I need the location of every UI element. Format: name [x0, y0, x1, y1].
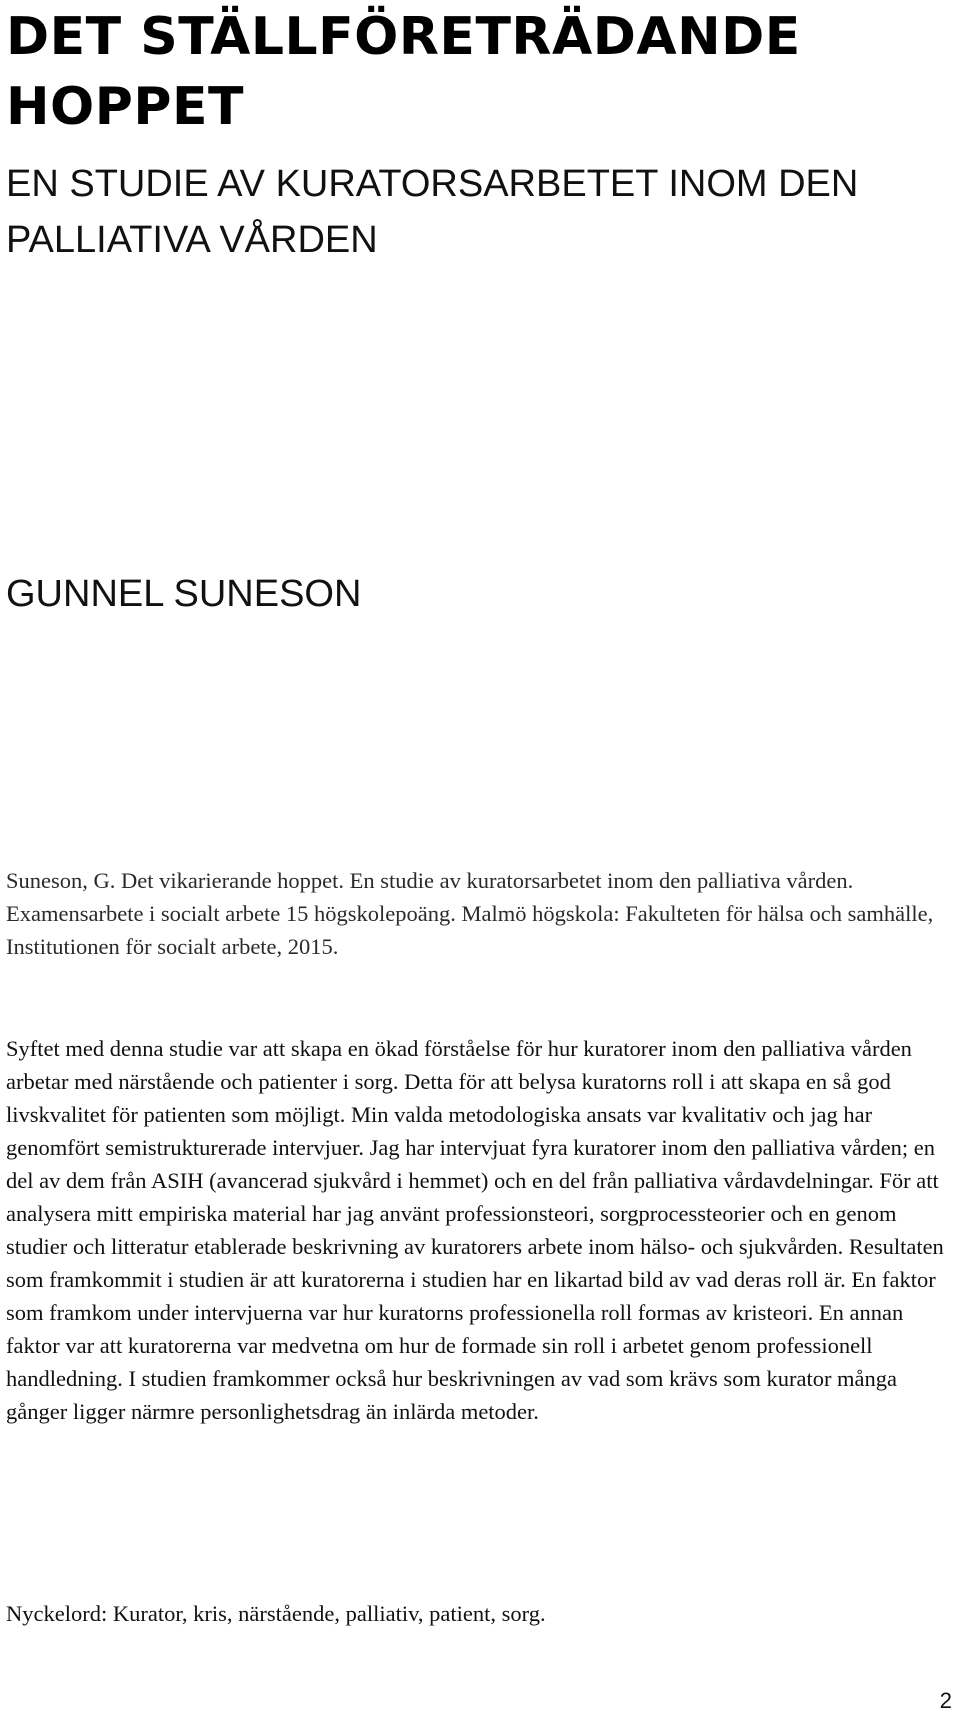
page-number: 2 [939, 1688, 952, 1713]
keywords-line: Nyckelord: Kurator, kris, närstående, palliativ, patient, sorg. [6, 1601, 546, 1626]
citation-reference: Suneson, G. Det vikarierande hoppet. En studie av kuratorsarbetet inom den palliativa vården. Examensarbete i socialt arbete 15 högskolepoäng. Malmö högskola: Fakulteten för hälsa och samhälle, Institutionen för socialt arbete, 2015. [6, 868, 934, 959]
abstract-paragraph: Syftet med denna studie var att skapa en ökad förståelse för hur kuratorer inom den palliativa vården arbetar med närstående och patienter i sorg. Detta för att belysa kuratorns roll i att skapa en så god livskvalitet för patienten som möjligt. Min valda metodologiska ansats var kvalitativ och jag har genomfört semistrukturerade intervjuer. Jag har intervjuat fyra kuratorer inom den palliativa vården; en del av dem från ASIH (avancerad sjukvård i hemmet) och en del från palliativa vårdavdelningar. För att analysera mitt empiriska material har jag använt professionsteori, sorgprocessteorier och en genom studier och litteratur etablerade beskrivning av kuratorers arbete inom hälso- och sjukvården. Resultaten som framkommit i studien är att kuratorerna i studien har en likartad bild av vad deras roll är. En faktor som framkom under intervjuerna var hur kuratorns professionella roll formas av kristeori. En annan faktor var att kuratorerna var medvetna om hur de formade sin roll i arbetet genom professionell handledning. I studien framkommer också hur beskrivningen av vad som krävs som kurator många gånger ligger närmre personlighetsdrag än inlärda metoder. [6, 1036, 944, 1424]
document-subtitle: EN STUDIE AV KURATORSARBETET INOM DEN PALLIATIVA VÅRDEN [6, 163, 859, 261]
document-title: DET STÄLLFÖRETRÄDANDE HOPPET [6, 7, 801, 137]
author-name: GUNNEL SUNESON [6, 573, 362, 615]
